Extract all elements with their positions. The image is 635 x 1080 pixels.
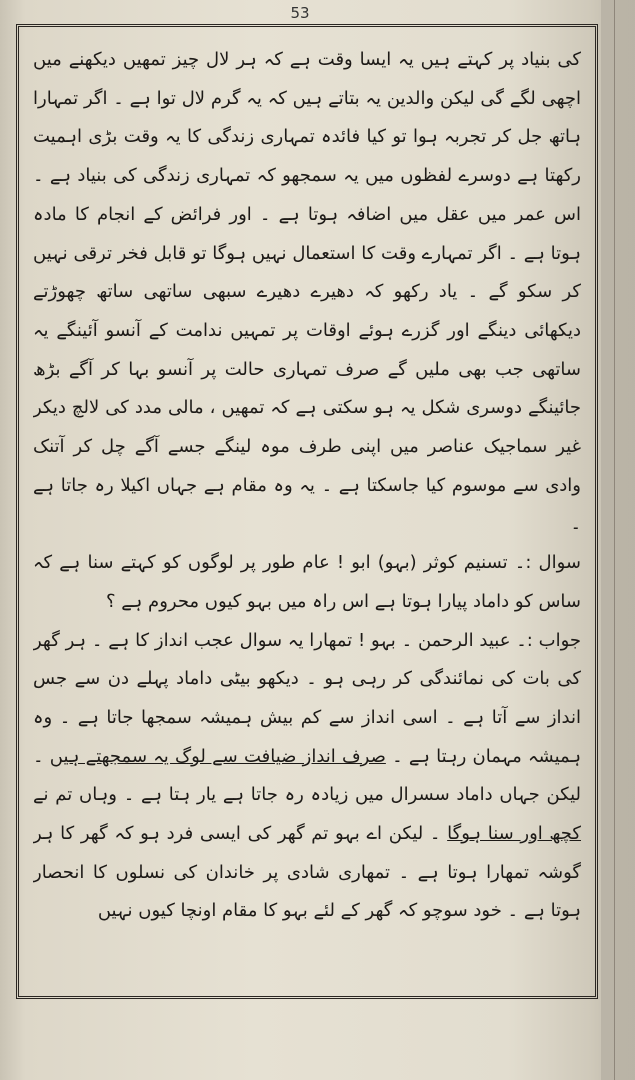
page-text: [33, 41, 581, 982]
answer-text-middle: ۔ لیکن جہاں داماد سسرال میں زیادہ رہ جاتا ہے یار ہتا ہے ۔ وہاں تم نے: [33, 745, 581, 806]
page-number: 53: [290, 4, 310, 22]
answer-text-start: جواب :۔ عبید الرحمن ۔ بہو ! تمھارا یہ سوال عجب انداز کا ہے ۔ ہر گھر کی بات کی نمائندگی کر رہی ہو ۔ دیکھو بیٹی داماد پہلے دن سے جس انداز سے آتا ہے ۔ اسی انداز سے کم بیش ہمیشہ سمجھا جاتا ہے ۔ وہ ہمیشہ مہمان رہتا ہے ۔: [33, 629, 581, 767]
page-border-frame: [16, 24, 598, 999]
book-gutter-edge: [614, 0, 615, 1080]
underlined-phrase-2: کچھ اور سنا ہوگا: [447, 823, 581, 845]
question-paragraph: سوال :۔ تسنیم کوثر (بہو) ابو ! عام طور پر لوگوں کو کہتے سنا ہے کہ ساس کو داماد پیارا ہوتا ہے اس راہ میں بہو کیوں محروم ہے ؟: [33, 552, 581, 612]
paragraph-1: کی بنیاد پر کہتے ہیں یہ ایسا وقت ہے کہ ہر لال چیز تمھیں دیکھنے میں اچھی لگے گی لیکن والدین یہ بتاتے ہیں کہ یہ گرم لال توا ہے ۔ اگر تمہارا ہاتھ جل کر تجربہ ہوا تو کیا فائدہ تمہاری زندگی کا یہ وقت بڑی اہمیت رکھتا ہے دوسرے لفظوں میں یہ سمجھو کہ تمہاری زندگی کی بنیاد ہے ۔ اس عمر میں عقل میں اضافہ ہوتا ہے ۔ اور فرائض کے انجام کا مادہ ہوتا ہے ۔ اگر تمہارے وقت کا استعمال نہیں ہوگا تو قابل فخر ترقی نہیں کر سکو گے ۔ یاد رکھو کہ دھیرے دھیرے سبھی ساتھی ساتھ چھوڑتے دیکھائی دینگے اور گزرے ہوئے اوقات پر تمہیں ندامت کے آنسو آئینگے یہ ساتھی جب بھی ملیں گے صرف تمہاری حالت پر آنسو بہا کر آگے بڑھ جائینگے دوسری شکل یہ ہو سکتی ہے کہ تمھیں ، مالی مدد کی لالچ دیکر غیر سماجیک عناصر میں اپنی طرف موہ لینگے جسے آگے چل کر آتنک وادی سے موسوم کیا جاسکتا ہے ۔ یہ وہ مقام ہے جہاں اکیلا رہ جاتا ہے ۔: [33, 49, 581, 535]
answer-text-end: ۔ لیکن اے بہو تم گھر کی ایسی فرد ہو کہ گھر کا ہر گوشہ تمھارا ہوتا ہے ۔ تمھاری شادی پر خاندان کی نسلوں کا انحصار ہوتا ہے ۔ خود سوچو کہ گھر کے لئے بہو کا مقام اونچا کیوں نہیں: [33, 823, 581, 922]
underlined-phrase-1: صرف انداز ضیافت سے لوگ یہ سمجھتے ہیں: [49, 745, 386, 767]
answer-paragraph: [33, 622, 581, 932]
book-gutter-shadow: [601, 0, 635, 1080]
